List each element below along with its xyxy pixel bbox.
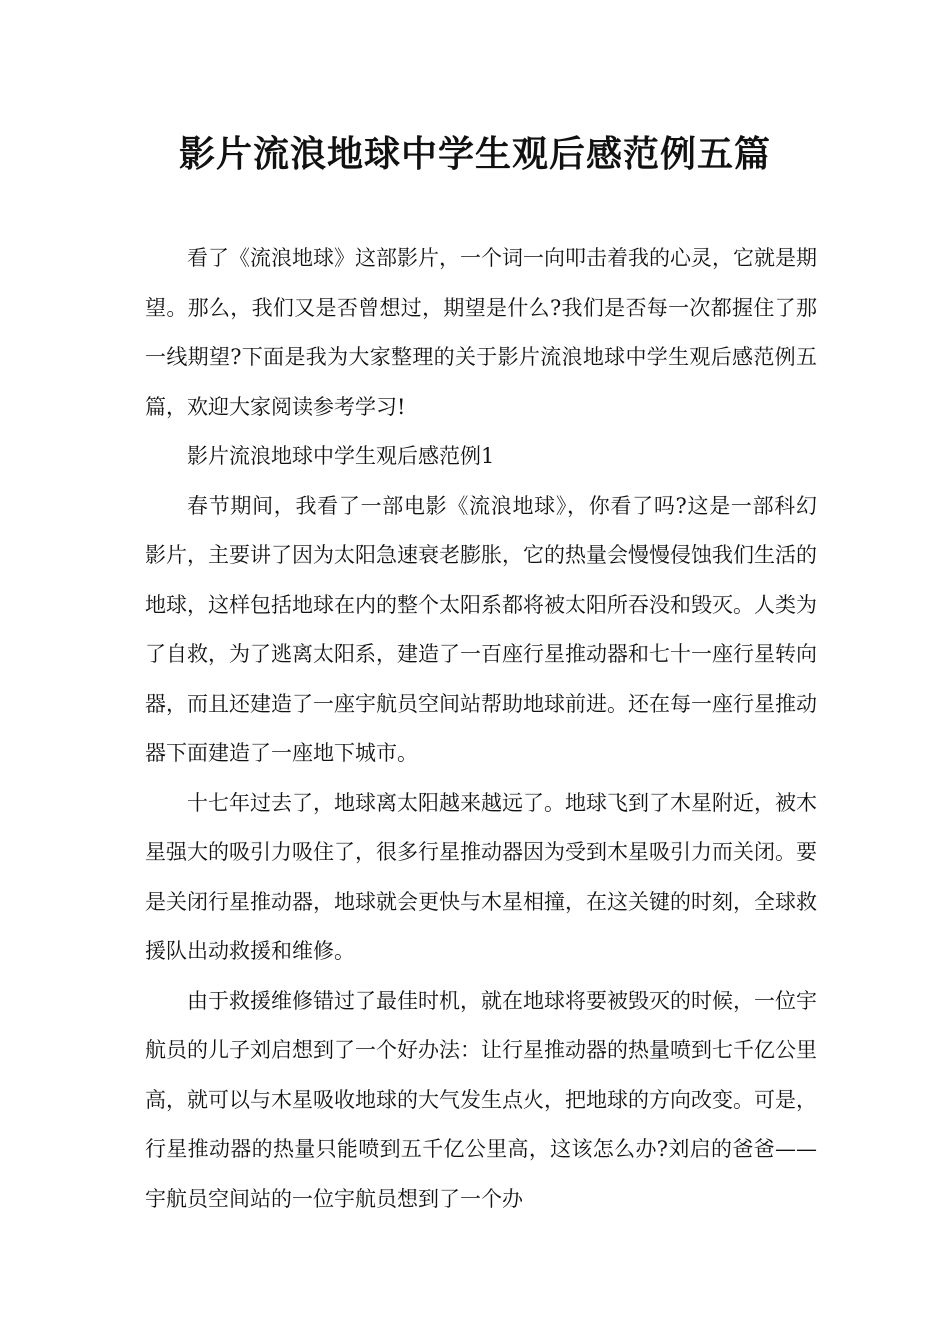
document-body	[145, 234, 817, 1224]
paragraph: 由于救援维修错过了最佳时机，就在地球将要被毁灭的时候，一位宇航员的儿子刘启想到了一个好办法：让行星推动器的热量喷到七千亿公里高，就可以与木星吸收地球的大气发生点火，把地球的方向改变。可是，行星推动器的热量只能喷到五千亿公里高，这该怎么办?刘启的爸爸——宇航员空间站的一位宇航员想到了一个办	[145, 988, 817, 1211]
paragraph-intro: 看了《流浪地球》这部影片，一个词一向叩击着我的心灵，它就是期望。那么，我们又是否曾想过，期望是什么?我们是否每一次都握住了那一线期望?下面是我为大家整理的关于影片流浪地球中学生观后感范例五篇，欢迎大家阅读参考学习!	[145, 246, 817, 419]
paragraph: 春节期间，我看了一部电影《流浪地球》，你看了吗?这是一部科幻影片，主要讲了因为太阳急速衰老膨胀，它的热量会慢慢侵蚀我们生活的地球，这样包括地球在内的整个太阳系都将被太阳所吞没和毁灭。人类为了自救，为了逃离太阳系，建造了一百座行星推动器和七十一座行星转向器，而且还建造了一座宇航员空间站帮助地球前进。还在每一座行星推动器下面建造了一座地下城市。	[145, 493, 817, 765]
section-heading: 影片流浪地球中学生观后感范例1	[187, 444, 495, 468]
paragraph: 十七年过去了，地球离太阳越来越远了。地球飞到了木星附近，被木星强大的吸引力吸住了，很多行星推动器因为受到木星吸引力而关闭。要是关闭行星推动器，地球就会更快与木星相撞，在这关键的时刻，全球救援队出动救援和维修。	[145, 790, 817, 963]
document-title: 影片流浪地球中学生观后感范例五篇	[178, 133, 771, 175]
